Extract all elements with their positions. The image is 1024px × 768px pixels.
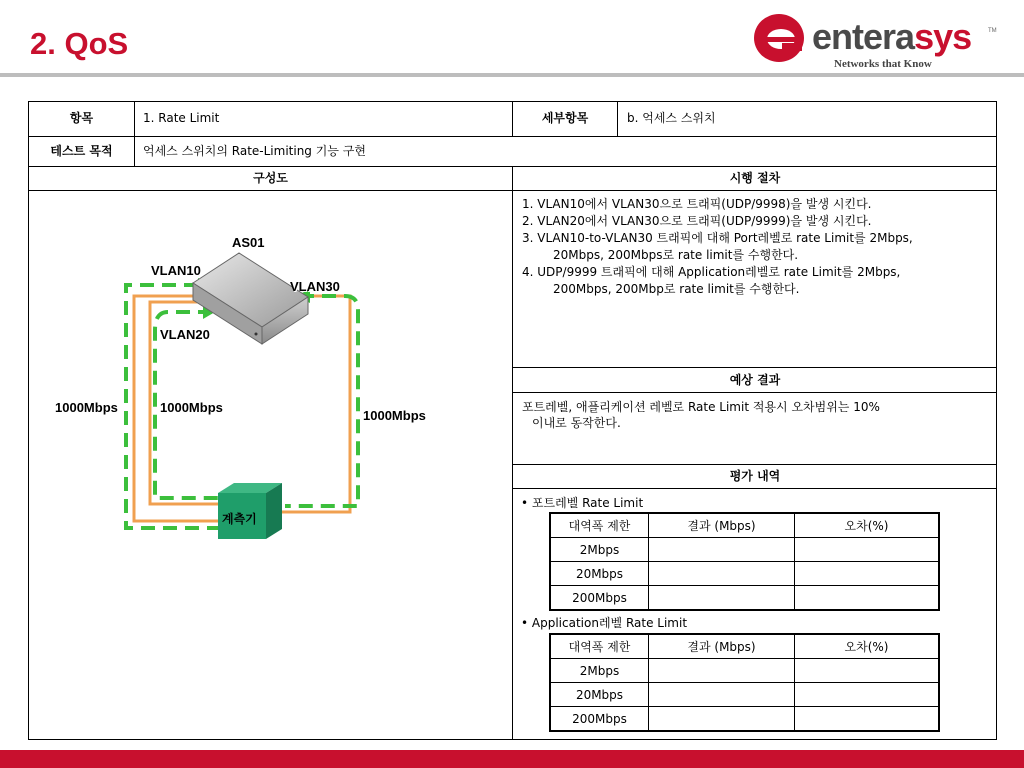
table-row [550,538,939,562]
procedure-line: 3. VLAN10-to-VLAN30 트래픽에 대해 Port레벨로 rate Limit를 2Mbps, [522,231,913,245]
purpose-value: 억세스 스위치의 Rate-Limiting 기능 구현 [143,144,366,158]
result-cell [649,659,795,683]
table-row [550,659,939,683]
logo-trademark: TM [988,28,997,34]
slide-title: 2. QoS [30,26,129,61]
error-cell [795,562,940,586]
table-row [550,707,939,732]
right-link-line [282,296,350,512]
procedure-line: 1. VLAN10에서 VLAN30으로 트래픽(UDP/9998)을 발생 시킨다. [522,197,872,211]
expected-line: 이내로 동작한다. [532,416,621,430]
vlan30-flow-line [285,296,358,506]
purpose-header: 테스트 목적 [50,144,113,158]
procedure-text [522,196,992,366]
result-cell [649,586,795,611]
item-value: 1. Rate Limit [143,111,220,125]
logo-tagline: Networks that Know [834,58,932,70]
table-row [550,586,939,611]
error-cell [795,586,940,611]
app-results-table [549,633,940,732]
subitem-value: b. 억세스 스위치 [627,111,716,125]
procedure-line: 2. VLAN20에서 VLAN30으로 트래픽(UDP/9999)을 발생 시킨다. [522,214,872,228]
switch-label: AS01 [232,235,265,250]
result-cell [649,562,795,586]
evaluation-header: 평가 내역 [729,469,781,483]
network-diagram [30,191,510,739]
table-row [550,562,939,586]
port-results-table [549,512,940,611]
error-cell [795,707,940,732]
table-header-row [550,634,939,659]
bandwidth-cell: 2Mbps [550,538,649,562]
result-cell [649,707,795,732]
vlan20-label: VLAN20 [160,327,210,342]
result-cell [649,538,795,562]
column-header: 오차(%) [795,634,940,659]
error-cell [795,683,940,707]
procedure-line: 4. UDP/9999 트래픽에 대해 Application레벨로 rate Limit를 2Mbps, [522,265,901,279]
column-header: 대역폭 제한 [550,513,649,538]
diagram-header: 구성도 [253,171,288,185]
port-level-bullet: • 포트레벨 Rate Limit [521,496,644,510]
bandwidth-cell: 20Mbps [550,562,649,586]
switch-as01 [193,253,308,344]
expected-header: 예상 결과 [729,373,781,387]
subitem-header: 세부항목 [541,111,589,125]
error-cell [795,659,940,683]
vlan10-label: VLAN10 [151,263,201,278]
column-header: 오차(%) [795,513,940,538]
bandwidth-cell: 200Mbps [550,707,649,732]
table-header-row [550,513,939,538]
procedure-line: 200Mbps, 200Mbp로 rate limit를 수행한다. [553,282,800,296]
bandwidth-cell: 200Mbps [550,586,649,611]
right-link-bandwidth-label: 1000Mbps [363,408,426,423]
bandwidth-cell: 20Mbps [550,683,649,707]
footer-bar [0,750,1024,768]
procedure-header: 시행 절차 [729,171,781,185]
table-row [550,683,939,707]
vlan30-label: VLAN30 [290,279,340,294]
app-level-bullet: • Application레벨 Rate Limit [521,616,688,630]
left-link-bandwidth-label: 1000Mbps [55,400,118,415]
result-cell [649,683,795,707]
tester-label: 계측기 [222,512,257,526]
item-header: 항목 [69,111,94,125]
column-header: 대역폭 제한 [550,634,649,659]
middle-link-bandwidth-label: 1000Mbps [160,400,223,415]
error-cell [795,538,940,562]
procedure-line: 20Mbps, 200Mbps로 rate limit를 수행한다. [553,248,799,262]
column-header: 결과 (Mbps) [649,513,795,538]
column-header: 결과 (Mbps) [649,634,795,659]
bandwidth-cell: 2Mbps [550,659,649,683]
logo-wordmark: enterasys [812,16,972,57]
expected-line: 포트레벨, 애플리케이션 레벨로 Rate Limit 적용시 오차범위는 10% [522,400,880,414]
